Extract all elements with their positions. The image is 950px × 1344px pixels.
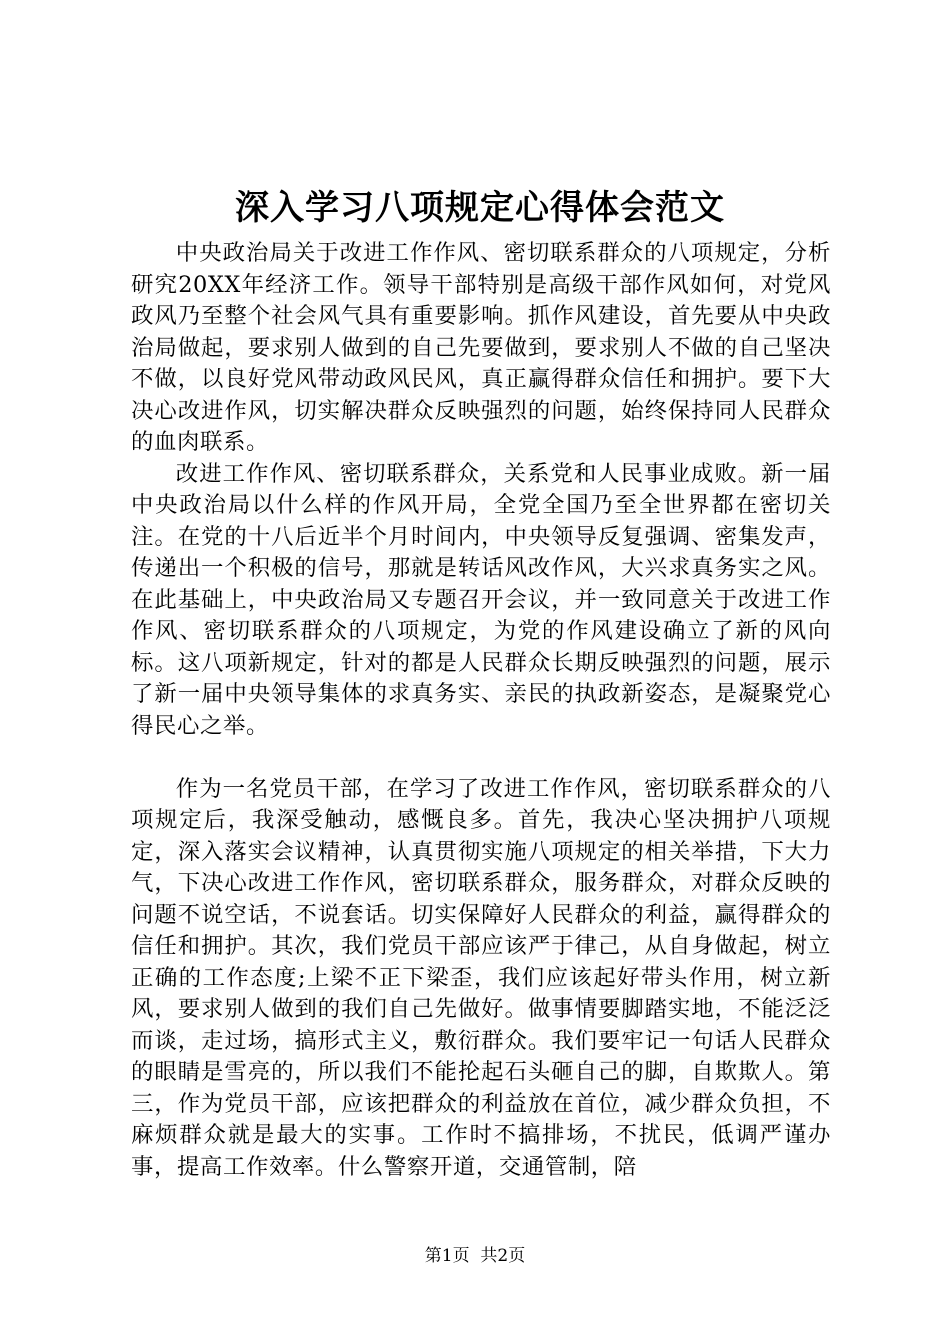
paragraph-2: 改进工作作风、密切联系群众，关系党和人民事业成败。新一届中央政治局以什么样的作风开局，全党全国乃至全世界都在密切关注。在党的十八后近半个月时间内，中央领导反复强调、密集发声，传递出一个积极的信号，那就是转话风改作风，大兴求真务实之风。在此基础上，中央政治局又专题召开会议，并一致同意关于改进工作作风、密切联系群众的八项规定，为党的作风建设确立了新的风向标。这八项新规定，针对的都是人民群众长期反映强烈的问题，展示了新一届中央领导集体的求真务实、亲民的执政新姿态，是凝聚党心得民心之举。	[131, 460, 831, 739]
paragraph-3: 作为一名党员干部，在学习了改进工作作风，密切联系群众的八项规定后，我深受触动，感慨良多。首先，我决心坚决拥护八项规定，深入落实会议精神，认真贯彻实施八项规定的相关举措，下大力气，下决心改进工作作风，密切联系群众，服务群众，对群众反映的问题不说空话，不说套话。切实保障好人民群众的利益，赢得群众的信任和拥护。其次，我们党员干部应该严于律己，从自身做起，树立正确的工作态度;上梁不正下梁歪，我们应该起好带头作用，树立新风，要求别人做到的我们自己先做好。做事情要脚踏实地，不能泛泛而谈，走过场，搞形式主义，敷衍群众。我们要牢记一句话人民群众的眼睛是雪亮的，所以我们不能抡起石头砸自己的脚，自欺欺人。第三，作为党员干部，应该把群众的利益放在首位，减少群众负担，不麻烦群众就是最大的实事。工作时不搞排场，不扰民，低调严谨办事，提高工作效率。什么警察开道，交通管制，陪	[131, 775, 831, 1180]
paragraph-1: 中央政治局关于改进工作作风、密切联系群众的八项规定，分析研究20XX年经济工作。领导干部特别是高级干部作风如何，对党风政风乃至整个社会风气具有重要影响。抓作风建设，首先要从中央政治局做起，要求别人做到的自己先要做到，要求别人不做的自己坚决不做，以良好党风带动政风民风，真正赢得群众信任和拥护。要下大决心改进作风，切实解决群众反映强烈的问题，始终保持同人民群众的血肉联系。	[131, 240, 831, 455]
document-title: 深入学习八项规定心得体会范文	[235, 188, 725, 228]
page-number-footer: 第1页 共2页	[424, 1246, 526, 1266]
document-body	[131, 238, 831, 1183]
